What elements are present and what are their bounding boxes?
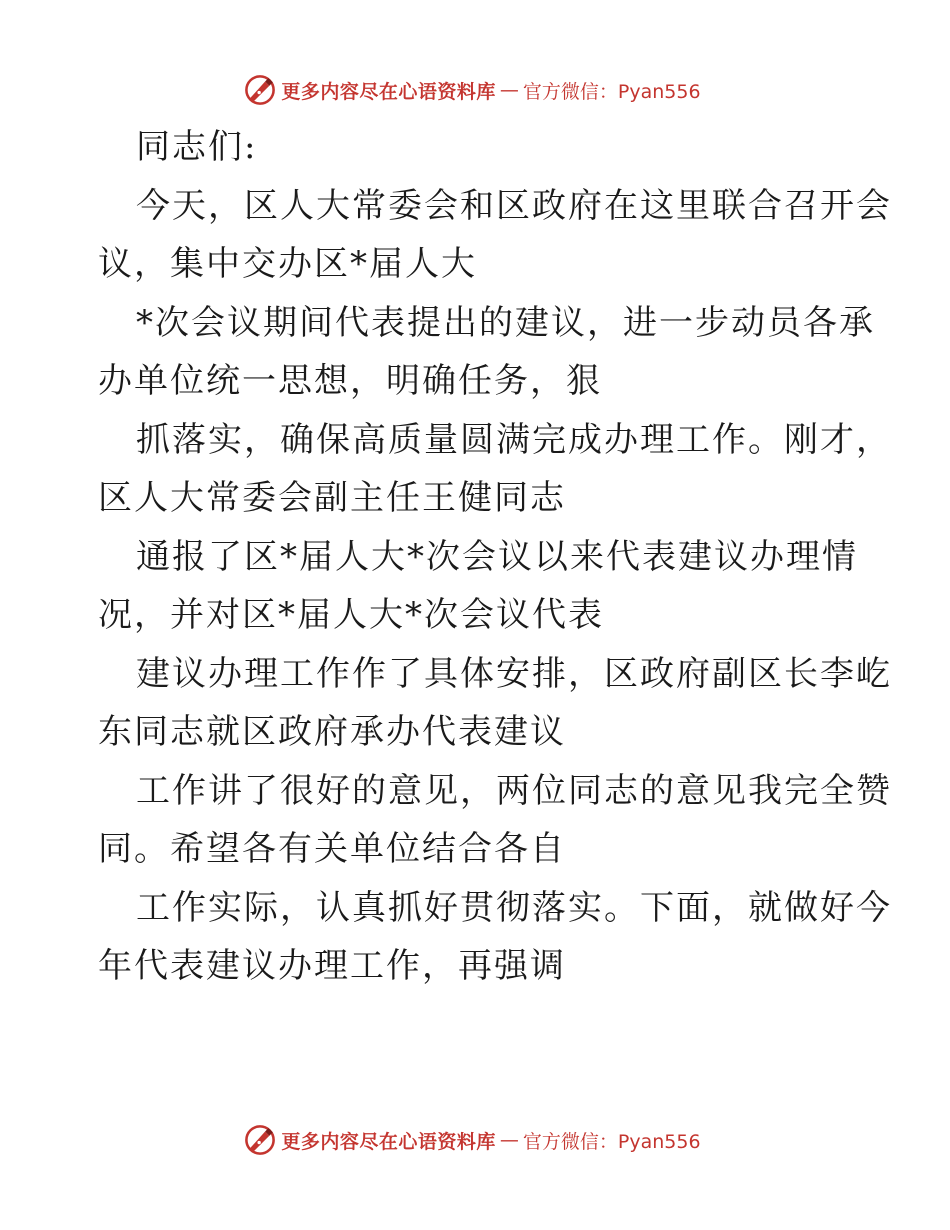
footer-banner-text: 更多内容尽在心语资料库: [281, 1130, 496, 1153]
footer-banner-wechat: 官方微信：Pyan556: [522, 1130, 701, 1153]
body-line: 年代表建议办理工作，再强调: [98, 946, 566, 986]
body-line: 办单位统一思想，明确任务，狠: [98, 361, 602, 401]
body-line: 抓落实，确保高质量圆满完成办理工作。刚才，: [136, 419, 892, 460]
pen-nib-icon: [243, 1123, 277, 1157]
footer-banner-separator: —: [499, 1129, 519, 1151]
body-line: 建议办理工作作了具体安排，区政府副区长李屹: [136, 653, 892, 694]
body-line: 今天，区人大常委会和区政府在这里联合召开会: [136, 185, 892, 226]
body-line: 工作实际，认真抓好贯彻落实。下面，就做好今: [136, 887, 892, 928]
document-body: [98, 118, 892, 996]
footer-banner-inner: [243, 1123, 700, 1157]
footer-banner: [0, 1120, 950, 1160]
body-line: 同志们:: [136, 127, 258, 167]
header-banner-text: 更多内容尽在心语资料库: [281, 80, 496, 103]
body-line: 同。希望各有关单位结合各自: [98, 829, 566, 869]
body-line: 通报了区*届人大*次会议以来代表建议办理情: [136, 536, 858, 577]
body-line: *次会议期间代表提出的建议，进一步动员各承: [136, 302, 875, 343]
header-banner-wechat: 官方微信：Pyan556: [522, 80, 701, 103]
header-banner: [0, 70, 950, 110]
pen-nib-icon: [243, 73, 277, 107]
header-banner-inner: [243, 73, 700, 107]
body-line: 议，集中交办区*届人大: [98, 244, 477, 284]
header-banner-separator: —: [499, 79, 519, 101]
body-line: 工作讲了很好的意见，两位同志的意见我完全赞: [136, 770, 892, 811]
body-line: 区人大常委会副主任王健同志: [98, 478, 566, 518]
body-line: 东同志就区政府承办代表建议: [98, 712, 566, 752]
body-line: 况，并对区*届人大*次会议代表: [98, 595, 604, 635]
